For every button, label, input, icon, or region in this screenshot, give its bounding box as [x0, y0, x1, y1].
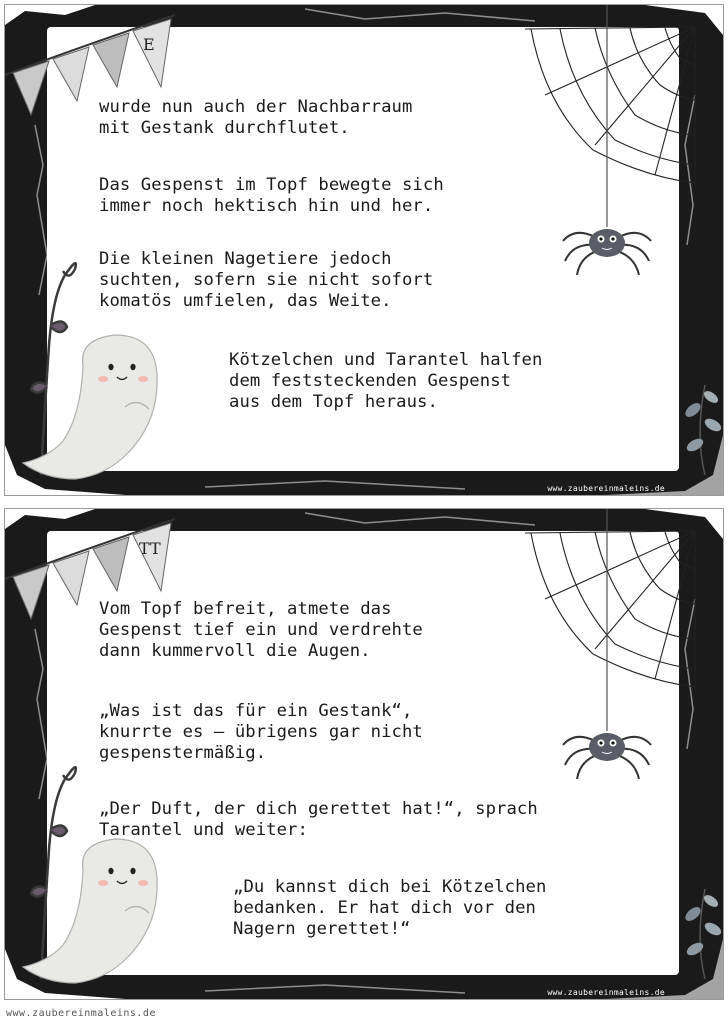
- ghost-icon: [23, 839, 157, 983]
- story-paragraph-3: „Der Duft, der dich gerettet hat!“, sprach Tarantel und weiter:: [99, 799, 538, 840]
- story-paragraph-2: „Was ist das für ein Gestank“, knurrte es – übrigens gar nicht gespenstermäßig.: [99, 701, 423, 763]
- story-card-1: [4, 4, 724, 496]
- card-credit: www.zaubereinmaleins.de: [547, 988, 665, 997]
- page-letter: TT: [139, 539, 161, 558]
- story-paragraph-4: „Du kannst dich bei Kötzelchen bedanken. Er hat dich vor den Nagern gerettet!“: [233, 877, 547, 939]
- leaf-branch-icon: [683, 889, 723, 979]
- story-paragraph-3: Die kleinen Nagetiere jedoch suchten, sofern sie nicht sofort komatös umfielen, das Weite.: [99, 249, 434, 311]
- page-letter: E: [143, 35, 155, 54]
- story-paragraph-4: Kötzelchen und Tarantel halfen dem feststeckenden Gespenst aus dem Topf heraus.: [229, 350, 543, 412]
- ghost-icon: [23, 335, 157, 479]
- page-footer-credit: www.zaubereinmaleins.de: [6, 1008, 156, 1019]
- story-paragraph-2: Das Gespenst im Topf bewegte sich immer noch hektisch hin und her.: [99, 175, 444, 216]
- story-paragraph-1: Vom Topf befreit, atmete das Gespenst tief ein und verdrehte dann kummervoll die Augen.: [99, 599, 423, 661]
- story-card-2: [4, 508, 724, 1000]
- spider-web-icon: [525, 531, 695, 689]
- spider-web-icon: [525, 27, 695, 185]
- spider-icon: [563, 509, 651, 779]
- story-paragraph-1: wurde nun auch der Nachbarraum mit Gestank durchflutet.: [99, 97, 413, 138]
- spider-icon: [563, 5, 651, 275]
- leaf-branch-icon: [683, 385, 723, 475]
- card-credit: www.zaubereinmaleins.de: [547, 484, 665, 493]
